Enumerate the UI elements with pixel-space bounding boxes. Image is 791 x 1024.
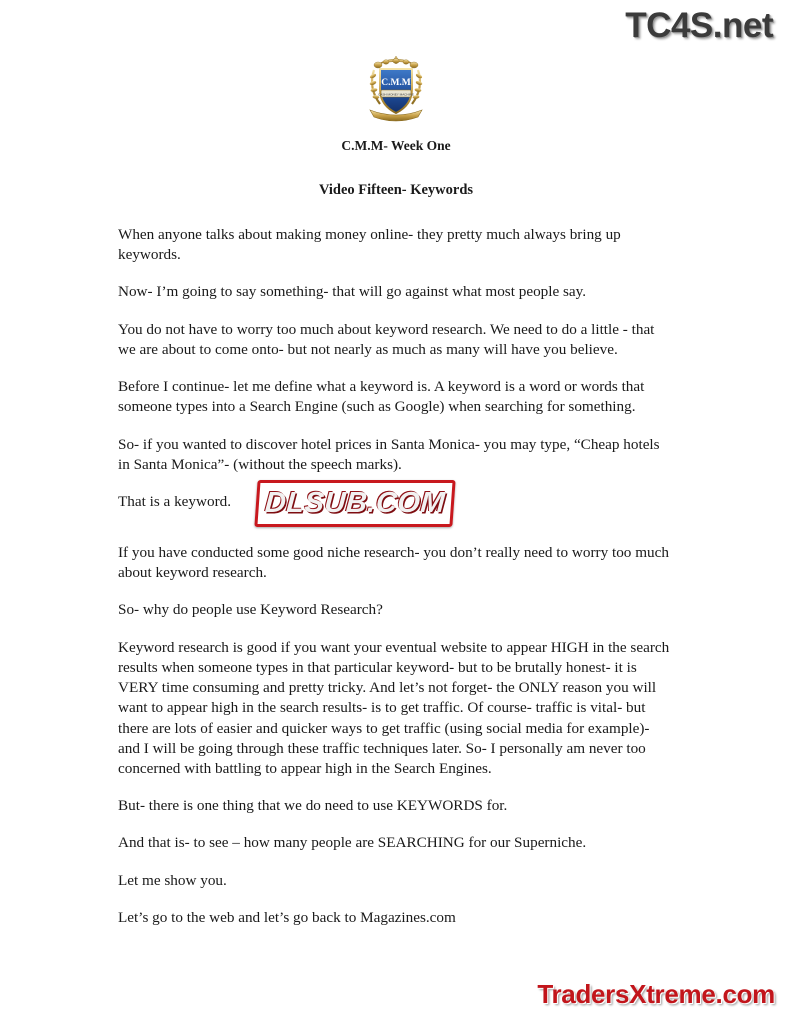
logo-container	[0, 52, 791, 124]
paragraph-text: That is a keyword.	[118, 492, 232, 510]
document-body	[118, 138, 674, 928]
paragraph: Let me show you.	[118, 871, 227, 889]
page-subtitle: Video Fifteen- Keywords	[318, 182, 474, 198]
paragraph-list	[118, 225, 674, 928]
paragraph: If you have conducted some good niche research- you don’t really need to worry too much about keyword research.	[118, 543, 669, 582]
paragraph: But- there is one thing that we do need to use KEYWORDS for.	[118, 797, 508, 815]
paragraph: Keyword research is good if you want your eventual website to appear HIGH in the search results when someone types in that particular keyword- but to be brutally honest- it is VERY time consuming and pretty tricky. And let’s not forget- the ONLY reason you will want to appear high in the search results- is to get traffic. Of course- traffic is vital- but there are lots of easier and quicker ways to get traffic (using social media for example)- and I will be going through these traffic techniques later. So- I personally am never too concerned with battling to appear high in the Search Engines.	[118, 638, 670, 777]
paragraph: Now- I’m going to say something- that will go against what most people say.	[118, 283, 587, 301]
svg-text:C.M.M: C.M.M	[380, 78, 411, 88]
paragraph-with-stamp	[118, 486, 674, 526]
paragraph: When anyone talks about making money online- they pretty much always bring up keywords.	[118, 226, 621, 264]
paragraph: You do not have to worry too much about keyword research. We need to do a little - that we are about to come onto- but not nearly as much as many will have you believe.	[118, 320, 655, 358]
dlsub-watermark: DLSUB.COM	[254, 480, 455, 527]
svg-text:CASH MONEY MACHINE: CASH MONEY MACHINE	[377, 92, 414, 97]
paragraph: So- why do people use Keyword Research?	[118, 601, 383, 619]
cmm-shield-logo	[348, 52, 444, 124]
tc4s-watermark: TC4S.net	[625, 6, 773, 45]
paragraph: Let’s go to the web and let’s go back to Magazines.com	[118, 908, 456, 926]
page-title: C.M.M- Week One	[341, 138, 451, 153]
paragraph: So- if you wanted to discover hotel prices in Santa Monica- you may type, “Cheap hotels in Santa Monica”- (without the speech marks).	[118, 435, 660, 473]
paragraph: Before I continue- let me define what a keyword is. A keyword is a word or words that someone types into a Search Engine (such as Google) when searching for something.	[118, 378, 645, 416]
paragraph: And that is- to see – how many people are SEARCHING for our Superniche.	[118, 834, 587, 852]
tradersxtreme-watermark: TradersXtreme.com	[537, 979, 775, 1009]
